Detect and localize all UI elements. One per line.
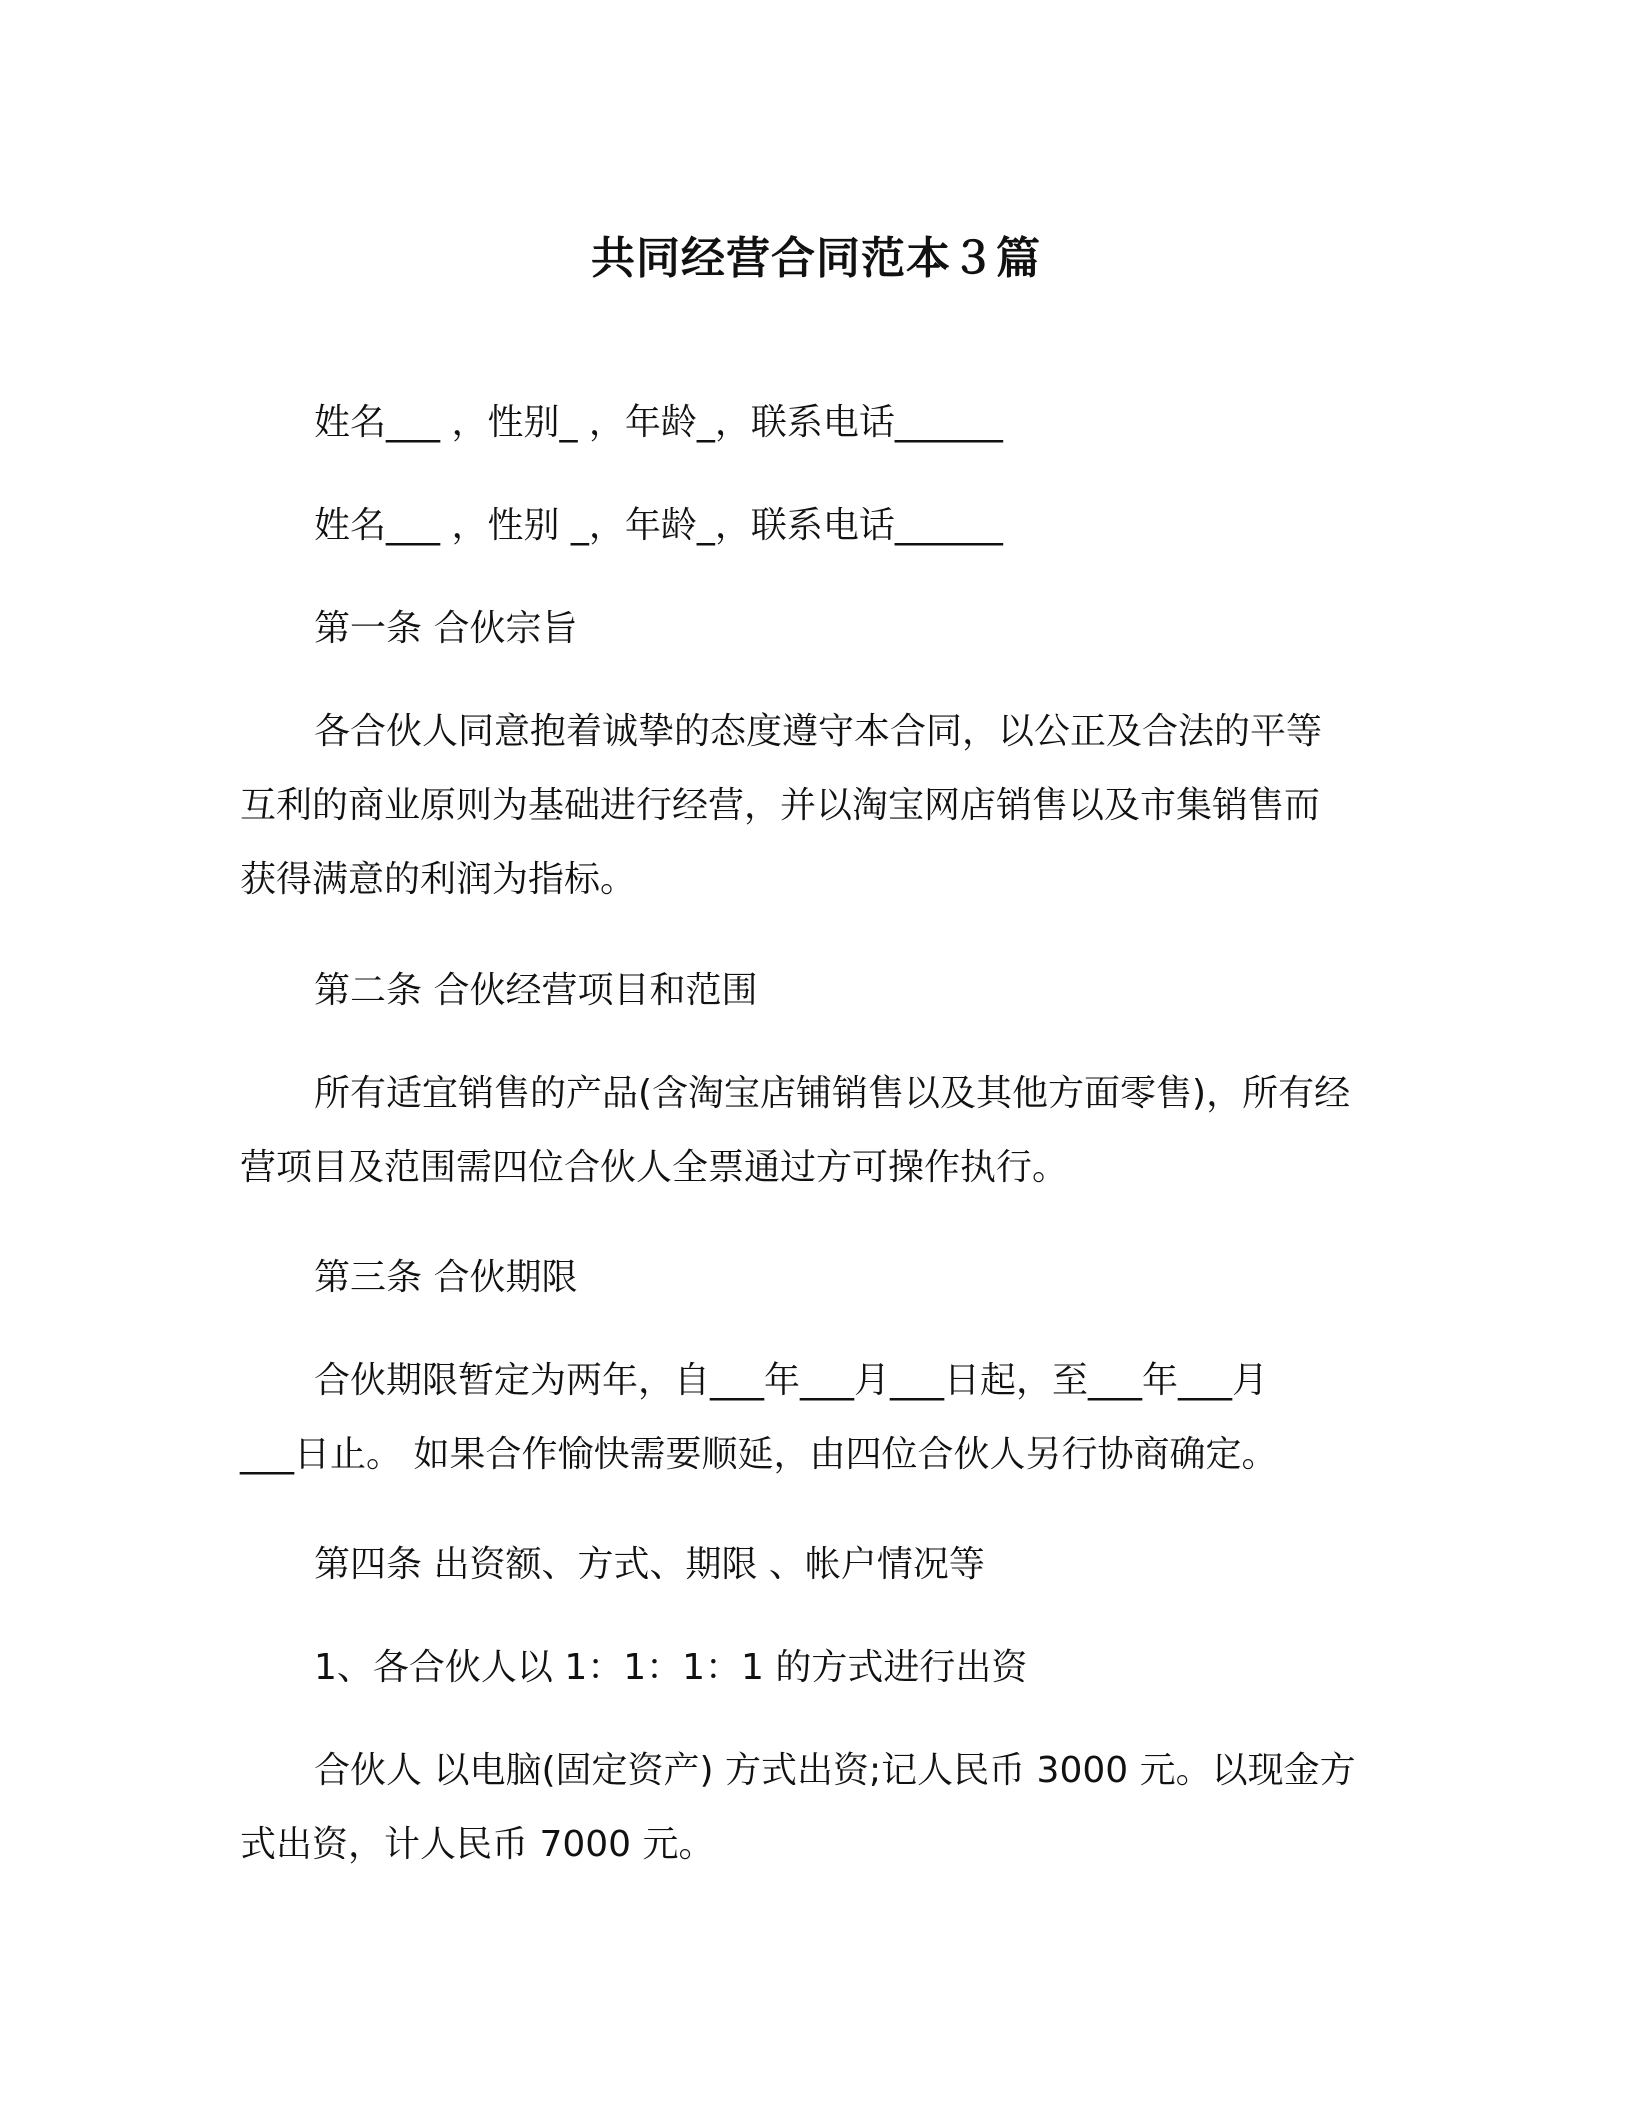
article-4-item-1-text: 1、各合伙人以 1：1：1：1 的方式进行出资	[314, 1647, 1028, 1688]
article-3-heading-text: 第三条 合伙期限	[314, 1257, 578, 1298]
article-1-line-2: 互利的商业原则为基础进行经营，并以淘宝网店销售以及市集销售而	[240, 785, 1321, 826]
article-3-heading	[240, 1241, 1390, 1315]
article-3-line-2: ___日止。 如果合作愉快需要顺延，由四位合伙人另行协商确定。	[240, 1434, 1278, 1475]
article-4-heading-text: 第四条 出资额、方式、期限 、帐户情况等	[314, 1544, 985, 1585]
party-line-2-text: 姓名___ ，性别 _，年龄_，联系电话______	[314, 505, 1003, 546]
article-1-heading-text: 第一条 合伙宗旨	[314, 608, 578, 649]
party-line-1	[240, 386, 1390, 460]
party-line-2	[240, 489, 1390, 563]
article-4-body	[240, 1734, 1390, 1882]
article-2-body	[240, 1057, 1390, 1205]
document-title: 共同经营合同范本３篇	[591, 233, 1041, 284]
article-1-line-3: 获得满意的利润为指标。	[240, 859, 637, 900]
article-4-line-1: 合伙人 以电脑(固定资产) 方式出资;记人民币 3000 元。以现金方	[314, 1750, 1356, 1791]
article-2-heading-text: 第二条 合伙经营项目和范围	[314, 970, 758, 1011]
article-3-body	[240, 1344, 1390, 1492]
article-4-line-2: 式出资，计人民币 7000 元。	[240, 1824, 715, 1865]
article-1-line-1: 各合伙人同意抱着诚挚的态度遵守本合同，以公正及合法的平等	[314, 711, 1323, 752]
article-2-line-2: 营项目及范围需四位合伙人全票通过方可操作执行。	[240, 1147, 1069, 1188]
article-4-heading	[240, 1528, 1390, 1602]
article-1-body	[240, 695, 1390, 917]
article-2-heading	[240, 954, 1390, 1028]
article-1-heading	[240, 592, 1390, 666]
party-line-1-text: 姓名___ ，性别_ ，年龄_，联系电话______	[314, 402, 1003, 443]
article-2-line-1: 所有适宜销售的产品(含淘宝店铺销售以及其他方面零售)，所有经	[314, 1073, 1351, 1114]
article-3-line-1: 合伙期限暂定为两年，自___年___月___日起，至___年___月	[314, 1360, 1269, 1401]
article-4-item-1	[240, 1631, 1390, 1705]
